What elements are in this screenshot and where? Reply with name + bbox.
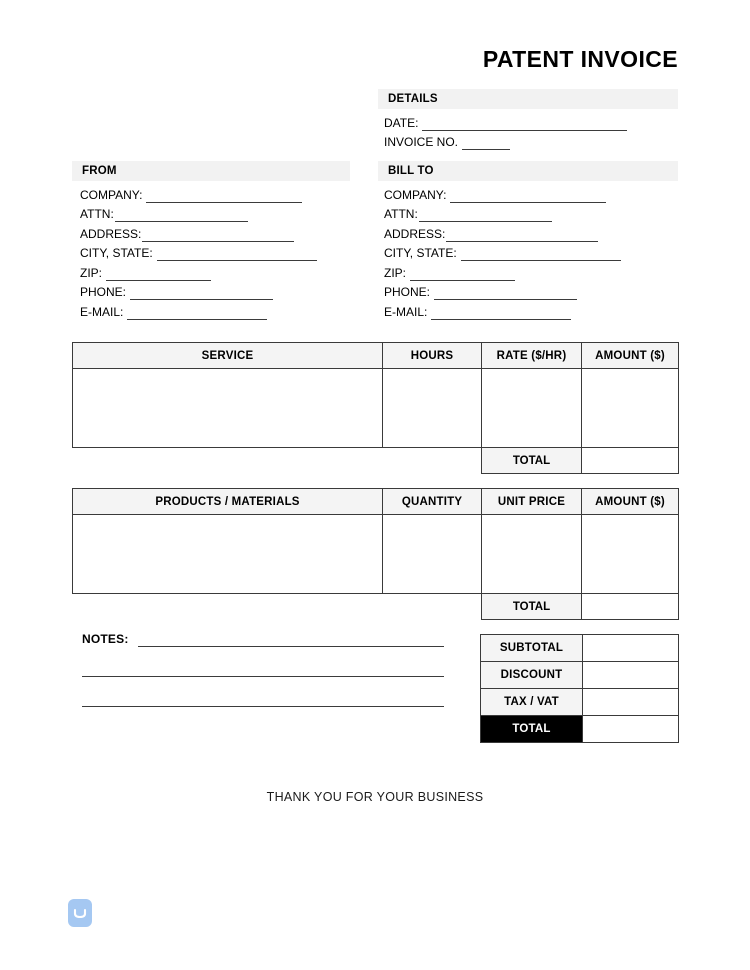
bill-to-section-header: BILL TO xyxy=(378,161,678,181)
field-invoice-no-input[interactable] xyxy=(462,136,510,150)
products-table-header-row xyxy=(73,489,679,515)
table-row xyxy=(73,369,679,448)
products-cell-unit-price[interactable] xyxy=(482,515,582,594)
services-total-spacer-2 xyxy=(383,448,482,474)
bill-to-field-company[interactable] xyxy=(384,183,694,203)
bill-to-field-email-input[interactable] xyxy=(431,306,571,320)
page-title: PATENT INVOICE xyxy=(482,46,678,72)
from-field-company[interactable] xyxy=(80,183,380,203)
services-cell-amount[interactable] xyxy=(582,369,679,448)
bill-to-fields xyxy=(384,183,694,320)
summary-row-total xyxy=(481,716,679,743)
services-table xyxy=(72,342,679,474)
table-row xyxy=(73,515,679,594)
summary-value-subtotal[interactable] xyxy=(583,635,679,662)
summary-row-tax-vat xyxy=(481,689,679,716)
bill-to-field-phone-label: PHONE: xyxy=(384,285,431,299)
services-table-header-row xyxy=(73,343,679,369)
bill-to-field-company-label: COMPANY: xyxy=(384,187,447,202)
from-field-phone[interactable] xyxy=(80,281,380,301)
summary-label-subtotal: SUBTOTAL xyxy=(481,635,583,662)
products-total-value[interactable] xyxy=(582,594,679,620)
bill-to-field-phone-input[interactable] xyxy=(434,286,577,300)
summary-label-discount: DISCOUNT xyxy=(481,662,583,689)
notes-section xyxy=(82,632,444,712)
field-date-label: DATE: xyxy=(384,115,419,130)
summary-row-subtotal xyxy=(481,635,679,662)
from-field-address-label: ADDRESS: xyxy=(80,226,142,241)
bill-to-field-company-input[interactable] xyxy=(450,189,606,203)
summary-value-discount[interactable] xyxy=(583,662,679,689)
summary-label-total: TOTAL xyxy=(481,716,583,743)
services-total-label: TOTAL xyxy=(482,448,582,474)
products-col-products: PRODUCTS / MATERIALS xyxy=(73,489,383,515)
bill-to-field-attn-label: ATTN: xyxy=(384,207,418,221)
from-field-attn[interactable] xyxy=(80,203,380,223)
services-cell-hours[interactable] xyxy=(383,369,482,448)
from-field-city-state-input[interactable] xyxy=(157,247,317,261)
services-cell-service[interactable] xyxy=(73,369,383,448)
from-field-zip-input[interactable] xyxy=(106,267,211,281)
from-field-attn-label: ATTN: xyxy=(80,207,114,221)
notes-label: NOTES: xyxy=(82,632,129,646)
field-invoice-no-label: INVOICE NO. xyxy=(384,135,459,149)
bill-to-field-address-input[interactable] xyxy=(446,228,598,242)
products-total-label: TOTAL xyxy=(482,594,582,620)
summary-label-tax-vat: TAX / VAT xyxy=(481,689,583,716)
products-col-quantity: QUANTITY xyxy=(383,489,482,515)
field-date[interactable] xyxy=(384,111,684,131)
summary-value-total[interactable] xyxy=(583,716,679,743)
from-field-zip-label: ZIP: xyxy=(80,265,103,280)
services-col-service: SERVICE xyxy=(73,343,383,369)
bill-to-field-phone[interactable] xyxy=(384,281,694,301)
products-cell-products[interactable] xyxy=(73,515,383,594)
notes-line-2[interactable] xyxy=(82,676,444,677)
smile-document-logo[interactable] xyxy=(68,899,92,927)
products-col-unit-price: UNIT PRICE xyxy=(482,489,582,515)
from-field-zip[interactable] xyxy=(80,261,380,281)
notes-line-3[interactable] xyxy=(82,706,444,707)
bill-to-field-zip[interactable] xyxy=(384,261,694,281)
from-field-email-label: E-MAIL: xyxy=(80,304,124,319)
services-col-rate: RATE ($/HR) xyxy=(482,343,582,369)
products-total-spacer-1 xyxy=(73,594,383,620)
smile-icon xyxy=(68,899,92,927)
from-field-attn-input[interactable] xyxy=(115,208,248,222)
services-col-hours: HOURS xyxy=(383,343,482,369)
bill-to-field-attn-input[interactable] xyxy=(419,208,552,222)
bill-to-field-attn[interactable] xyxy=(384,203,694,223)
products-total-row xyxy=(73,594,679,620)
services-col-amount: AMOUNT ($) xyxy=(582,343,679,369)
from-field-address[interactable] xyxy=(80,222,380,242)
notes-line-1[interactable] xyxy=(138,646,444,647)
from-field-city-state-label: CITY, STATE: xyxy=(80,246,153,260)
bill-to-field-email-label: E-MAIL: xyxy=(384,304,428,319)
from-section-header: FROM xyxy=(72,161,350,181)
services-cell-rate[interactable] xyxy=(482,369,582,448)
thank-you-note: THANK YOU FOR YOUR BUSINESS xyxy=(266,790,484,804)
bill-to-field-city-state-input[interactable] xyxy=(461,247,621,261)
summary-table xyxy=(480,634,679,743)
bill-to-field-address[interactable] xyxy=(384,222,694,242)
bill-to-field-email[interactable] xyxy=(384,300,694,320)
field-invoice-no[interactable] xyxy=(384,131,684,151)
services-total-value[interactable] xyxy=(582,448,679,474)
summary-row-discount xyxy=(481,662,679,689)
products-cell-amount[interactable] xyxy=(582,515,679,594)
bill-to-field-city-state-label: CITY, STATE: xyxy=(384,246,457,260)
summary-value-tax-vat[interactable] xyxy=(583,689,679,716)
from-field-phone-label: PHONE: xyxy=(80,285,127,299)
from-field-address-input[interactable] xyxy=(142,228,294,242)
from-field-city-state[interactable] xyxy=(80,242,380,262)
from-fields xyxy=(80,183,380,320)
services-total-row xyxy=(73,448,679,474)
bill-to-field-address-label: ADDRESS: xyxy=(384,226,446,241)
bill-to-field-zip-label: ZIP: xyxy=(384,265,407,280)
details-section-header: DETAILS xyxy=(378,89,678,109)
products-col-amount: AMOUNT ($) xyxy=(582,489,679,515)
field-date-input[interactable] xyxy=(422,117,627,131)
from-field-company-label: COMPANY: xyxy=(80,187,143,202)
details-fields xyxy=(384,111,684,150)
products-total-spacer-2 xyxy=(383,594,482,620)
services-total-spacer-1 xyxy=(73,448,383,474)
products-table xyxy=(72,488,679,620)
from-field-company-input[interactable] xyxy=(146,189,302,203)
bill-to-field-city-state[interactable] xyxy=(384,242,694,262)
from-field-email-input[interactable] xyxy=(127,306,267,320)
bill-to-field-zip-input[interactable] xyxy=(410,267,515,281)
products-cell-quantity[interactable] xyxy=(383,515,482,594)
from-field-phone-input[interactable] xyxy=(130,286,273,300)
from-field-email[interactable] xyxy=(80,300,380,320)
